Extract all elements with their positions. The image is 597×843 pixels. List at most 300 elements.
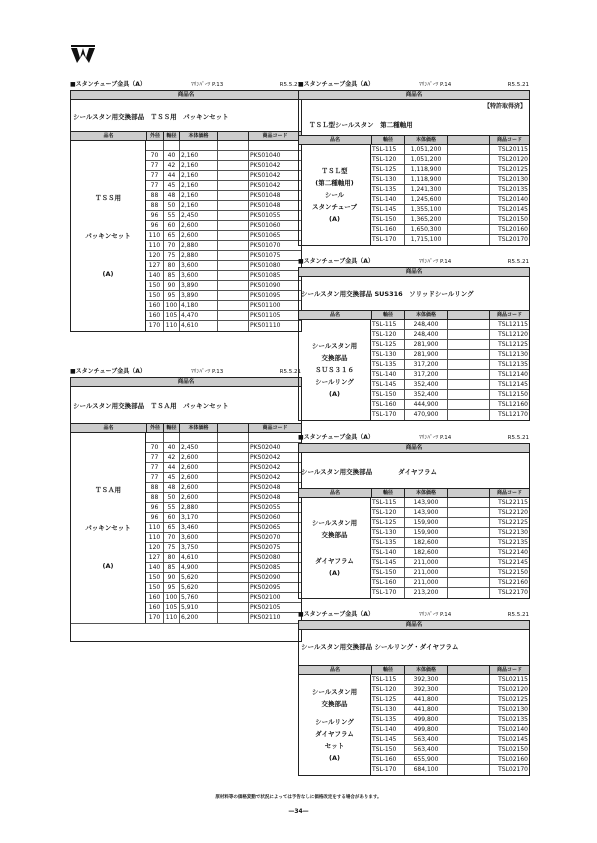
col-price: 本体価格 xyxy=(179,424,217,432)
table-cell: TSL-150 xyxy=(372,391,397,398)
table-cell: 655,900 xyxy=(404,755,447,764)
table-cell xyxy=(447,155,489,164)
col-code: 商品コード xyxy=(489,311,529,319)
col-name: 品名 xyxy=(329,490,340,496)
set-header xyxy=(298,610,530,620)
table-cell xyxy=(217,211,248,220)
col-shaft: 軸径 xyxy=(163,132,179,140)
table-cell: PKS01055 xyxy=(248,211,301,220)
set-body xyxy=(299,675,529,775)
table-cell xyxy=(248,141,301,150)
table-cell: TSL22125 xyxy=(489,518,529,527)
tsl-table xyxy=(298,90,530,246)
col-blank xyxy=(447,136,489,144)
table-cell: PKS01048 xyxy=(248,201,301,210)
table-cell: TSL-170 xyxy=(372,589,397,596)
table-cell xyxy=(146,141,163,150)
table-cell: TSL-115 xyxy=(372,499,397,506)
tsa-title xyxy=(71,387,301,424)
tsl-name-cell xyxy=(299,145,371,245)
dia-header-title: ■スタンチューブ金具（A） xyxy=(298,434,374,441)
tsa-header xyxy=(70,367,302,377)
table-cell: 2,160 xyxy=(179,191,217,200)
table-row xyxy=(146,473,301,483)
table-cell: PKS02105 xyxy=(248,603,301,612)
table-row xyxy=(146,221,301,231)
table-cell: 88 xyxy=(150,192,159,199)
sus-section xyxy=(298,257,530,421)
table-cell: 110 xyxy=(148,534,161,541)
table-row xyxy=(371,715,529,725)
table-row xyxy=(371,380,529,390)
table-cell: TSL-140 xyxy=(372,549,397,556)
table-cell xyxy=(217,141,248,150)
table-cell xyxy=(447,765,489,775)
table-cell: 150 xyxy=(148,584,161,591)
table-cell: TSL20160 xyxy=(489,225,529,234)
table-cell: 77 xyxy=(150,182,159,189)
table-row xyxy=(146,573,301,583)
table-row xyxy=(146,271,301,281)
table-cell: 2,160 xyxy=(179,151,217,160)
table-cell: 140 xyxy=(148,272,161,279)
table-row xyxy=(146,493,301,503)
dia-name-line: 交換部品 xyxy=(321,531,348,539)
table-cell: 2,600 xyxy=(179,483,217,492)
table-cell: TSL22135 xyxy=(489,538,529,547)
table-row xyxy=(371,175,529,185)
table-cell: 2,600 xyxy=(179,473,217,482)
table-cell: TSL-150 xyxy=(372,746,397,753)
table-row xyxy=(146,433,301,443)
company-logo xyxy=(70,44,96,64)
sus-header-page: ﾏﾘﾝﾊﾟｰﾂ P.14 xyxy=(419,259,452,265)
table-row xyxy=(371,745,529,755)
table-row xyxy=(371,195,529,205)
col-blank xyxy=(217,424,248,432)
table-cell: TSL-130 xyxy=(372,176,397,183)
table-cell: 3,600 xyxy=(179,261,217,270)
table-cell xyxy=(217,301,248,310)
table-cell: 1,241,300 xyxy=(404,185,447,194)
sus-header xyxy=(298,257,530,267)
tsl-header-title: ■スタンチューブ金具（A） xyxy=(298,81,374,88)
table-cell: 88 xyxy=(150,494,159,501)
table-cell: TSL20140 xyxy=(489,195,529,204)
table-cell xyxy=(447,350,489,359)
table-cell: 65 xyxy=(163,231,179,240)
table-row xyxy=(146,463,301,473)
table-row xyxy=(146,593,301,603)
table-cell: 2,600 xyxy=(179,453,217,462)
table-row xyxy=(146,211,301,221)
table-cell: TSL-150 xyxy=(372,216,397,223)
table-cell xyxy=(217,271,248,280)
table-cell: 1,365,200 xyxy=(404,215,447,224)
table-cell xyxy=(217,553,248,562)
table-row xyxy=(146,503,301,513)
table-cell: 182,600 xyxy=(404,538,447,547)
table-cell: 2,450 xyxy=(179,443,217,452)
col-price: 本体価格 xyxy=(404,489,447,497)
tsl-rows xyxy=(371,145,529,245)
table-cell xyxy=(447,675,489,684)
table-cell: 5,620 xyxy=(179,583,217,592)
table-cell xyxy=(217,311,248,320)
table-cell: TSL02130 xyxy=(489,705,529,714)
sus-header-title: ■スタンチューブ金具（A） xyxy=(298,258,374,265)
table-cell: TSL-125 xyxy=(372,166,397,173)
table-row xyxy=(146,443,301,453)
table-cell: 1,051,200 xyxy=(404,155,447,164)
table-row xyxy=(371,145,529,155)
table-cell: TSL-115 xyxy=(372,146,397,153)
table-cell xyxy=(217,171,248,180)
col-code: 商品コード xyxy=(248,132,301,140)
table-cell: PKS01095 xyxy=(248,291,301,300)
tsl-title-text: ＴＳＬ型シールスタン 第二種軸用 xyxy=(309,121,413,129)
table-cell: 159,900 xyxy=(404,528,447,537)
col-blank xyxy=(217,132,248,140)
table-cell: 211,000 xyxy=(404,568,447,577)
table-cell xyxy=(447,578,489,587)
tss-body xyxy=(71,141,301,331)
set-rows xyxy=(371,675,529,775)
table-cell: 88 xyxy=(150,202,159,209)
table-cell: 1,051,200 xyxy=(404,145,447,154)
table-cell: PKS02100 xyxy=(248,593,301,602)
table-row xyxy=(371,340,529,350)
table-cell: 352,400 xyxy=(404,380,447,389)
tsl-header xyxy=(298,80,530,90)
table-cell: 2,880 xyxy=(179,503,217,512)
dia-section xyxy=(298,433,530,599)
table-cell: TSL-170 xyxy=(372,766,397,773)
table-cell: 60 xyxy=(163,513,179,522)
table-cell xyxy=(217,453,248,462)
table-row xyxy=(146,321,301,331)
table-cell: 110 xyxy=(148,242,161,249)
table-cell: 1,715,100 xyxy=(404,235,447,245)
tsa-name-cell xyxy=(71,433,146,623)
table-row xyxy=(146,483,301,493)
tsa-title-text: シールスタン用交換部品 ＴＳＡ用 パッキンセット xyxy=(73,402,229,410)
table-row xyxy=(146,533,301,543)
table-row xyxy=(371,390,529,400)
table-cell: 90 xyxy=(163,281,179,290)
col-blank xyxy=(447,666,489,674)
table-cell: 1,245,600 xyxy=(404,195,447,204)
table-cell: 248,400 xyxy=(404,330,447,339)
table-row xyxy=(371,588,529,598)
table-cell: 105 xyxy=(163,603,179,612)
table-cell: 3,750 xyxy=(179,543,217,552)
table-cell: TSL02135 xyxy=(489,715,529,724)
sus-col-headers xyxy=(299,311,529,320)
sus-title xyxy=(299,277,529,311)
table-cell: 96 xyxy=(150,212,159,219)
table-cell xyxy=(217,281,248,290)
table-cell xyxy=(447,145,489,154)
set-bar: 商品名 xyxy=(299,621,529,630)
table-cell: 110 xyxy=(148,524,161,531)
table-cell: PKS01075 xyxy=(248,251,301,260)
table-cell: 2,160 xyxy=(179,171,217,180)
col-shaft: 軸径 xyxy=(371,311,404,319)
table-cell: 55 xyxy=(163,503,179,512)
table-cell: 392,300 xyxy=(404,675,447,684)
sus-body xyxy=(299,320,529,420)
table-row xyxy=(371,205,529,215)
tsa-empty-footer xyxy=(71,623,301,641)
tsa-section xyxy=(70,367,302,642)
tss-header xyxy=(70,80,302,90)
tss-title xyxy=(71,100,301,132)
table-cell: 499,800 xyxy=(404,715,447,724)
table-cell xyxy=(447,360,489,369)
table-cell: 88 xyxy=(150,484,159,491)
table-cell xyxy=(217,523,248,532)
table-row xyxy=(146,583,301,593)
page-number: —34— xyxy=(288,808,309,815)
table-cell: TSL20145 xyxy=(489,205,529,214)
table-cell: 70 xyxy=(150,152,159,159)
table-row xyxy=(371,755,529,765)
table-cell xyxy=(447,745,489,754)
table-cell: PKS02075 xyxy=(248,543,301,552)
table-cell: TSL-145 xyxy=(372,559,397,566)
table-cell: 48 xyxy=(163,191,179,200)
set-section xyxy=(298,610,530,776)
table-cell xyxy=(217,161,248,170)
table-cell: PKS01060 xyxy=(248,221,301,230)
table-cell xyxy=(447,548,489,557)
table-cell: 2,880 xyxy=(179,251,217,260)
table-cell: PKS02040 xyxy=(248,443,301,452)
dia-col-headers xyxy=(299,489,529,498)
table-cell xyxy=(217,593,248,602)
table-cell xyxy=(217,321,248,331)
table-row xyxy=(146,613,301,623)
table-row xyxy=(371,725,529,735)
tsl-header-date: R5.5.21 xyxy=(507,82,529,88)
table-row xyxy=(371,155,529,165)
table-cell: 80 xyxy=(163,261,179,270)
table-row xyxy=(371,705,529,715)
table-cell: 563,400 xyxy=(404,745,447,754)
table-cell: 85 xyxy=(163,271,179,280)
table-cell: 44 xyxy=(163,463,179,472)
table-cell: 110 xyxy=(163,613,179,623)
table-cell: TSL-120 xyxy=(372,686,397,693)
table-cell: TSL-120 xyxy=(372,156,397,163)
table-cell: 4,180 xyxy=(179,301,217,310)
table-row xyxy=(371,360,529,370)
table-cell: 120 xyxy=(148,252,161,259)
table-cell: 317,200 xyxy=(404,370,447,379)
table-cell: 40 xyxy=(163,151,179,160)
table-row xyxy=(146,171,301,181)
table-cell: PKS01065 xyxy=(248,231,301,240)
tsl-name-line: シール xyxy=(324,191,345,199)
table-cell: 50 xyxy=(163,493,179,502)
table-cell xyxy=(447,558,489,567)
table-cell: PKS02042 xyxy=(248,473,301,482)
table-cell xyxy=(146,433,163,442)
table-cell: 65 xyxy=(163,523,179,532)
table-cell: TSL02145 xyxy=(489,735,529,744)
table-cell: 100 xyxy=(163,593,179,602)
table-cell: 45 xyxy=(163,181,179,190)
table-cell: 77 xyxy=(150,464,159,471)
table-cell: TSL12160 xyxy=(489,400,529,409)
dia-bar: 商品名 xyxy=(299,444,529,453)
table-cell xyxy=(163,141,179,150)
table-row xyxy=(146,453,301,463)
table-cell: TSL-135 xyxy=(372,186,397,193)
table-cell: 3,890 xyxy=(179,291,217,300)
table-cell xyxy=(217,563,248,572)
table-cell xyxy=(217,473,248,482)
tss-name-line: (A) xyxy=(102,270,114,278)
tss-header-page: ﾏﾘﾝﾊﾟｰﾂ P.13 xyxy=(191,82,224,88)
table-cell xyxy=(447,330,489,339)
table-cell: TSL20120 xyxy=(489,155,529,164)
table-cell: TSL22150 xyxy=(489,568,529,577)
table-cell: PKS02090 xyxy=(248,573,301,582)
table-cell: TSL22145 xyxy=(489,558,529,567)
table-row xyxy=(371,320,529,330)
table-cell: TSL-135 xyxy=(372,716,397,723)
dia-name-line: ダイヤフラム xyxy=(315,557,354,565)
table-cell: 50 xyxy=(163,201,179,210)
table-cell: 96 xyxy=(150,514,159,521)
set-name-line: シールリング xyxy=(315,718,354,726)
col-name: 品名 xyxy=(329,312,340,318)
table-cell: TSL-140 xyxy=(372,726,397,733)
col-shaft: 軸径 xyxy=(371,666,404,674)
col-shaft: 軸径 xyxy=(163,424,179,432)
table-cell: 5,910 xyxy=(179,603,217,612)
table-cell: TSL02120 xyxy=(489,685,529,694)
table-cell xyxy=(447,715,489,724)
table-cell: PKS02048 xyxy=(248,493,301,502)
table-cell: 140 xyxy=(148,564,161,571)
tsa-table xyxy=(70,377,302,642)
table-cell: 96 xyxy=(150,504,159,511)
dia-header-page: ﾏﾘﾝﾊﾟｰﾂ P.14 xyxy=(419,435,452,441)
table-cell xyxy=(447,235,489,245)
tsl-name-line: スタンチューブ xyxy=(312,203,357,211)
sus-table xyxy=(298,267,530,421)
table-row xyxy=(146,311,301,321)
table-cell: TSL02115 xyxy=(489,675,529,684)
table-cell: 143,900 xyxy=(404,508,447,517)
col-price: 本体価格 xyxy=(404,136,447,144)
table-row xyxy=(146,241,301,251)
table-cell: TSL22140 xyxy=(489,548,529,557)
table-cell: 48 xyxy=(163,483,179,492)
table-cell: TSL20125 xyxy=(489,165,529,174)
table-cell xyxy=(447,518,489,527)
dia-name-line: (A) xyxy=(329,569,340,577)
tss-section xyxy=(70,80,302,332)
table-cell: TSL-160 xyxy=(372,401,397,408)
patent-badge: 【特許取得済】 xyxy=(483,103,526,110)
table-cell: 684,100 xyxy=(404,765,447,775)
table-cell: 70 xyxy=(163,241,179,250)
table-row xyxy=(146,513,301,523)
dia-header-date: R5.5.21 xyxy=(507,435,529,441)
table-cell: 1,118,900 xyxy=(404,175,447,184)
tsa-name-line: ＴＳＡ用 xyxy=(95,486,121,494)
table-cell: TSL22170 xyxy=(489,588,529,598)
tsa-col-headers xyxy=(71,424,301,433)
table-row xyxy=(146,301,301,311)
table-row xyxy=(371,695,529,705)
table-cell: 150 xyxy=(148,282,161,289)
table-cell xyxy=(447,695,489,704)
sus-name-line: シールリング xyxy=(315,378,354,386)
tsl-title xyxy=(299,100,529,136)
tsl-header-page: ﾏﾘﾝﾊﾟｰﾂ P.14 xyxy=(419,82,452,88)
table-cell xyxy=(217,533,248,542)
table-cell: 563,400 xyxy=(404,735,447,744)
table-row xyxy=(146,261,301,271)
table-cell: PKS01042 xyxy=(248,171,301,180)
table-row xyxy=(371,215,529,225)
table-row xyxy=(371,185,529,195)
table-cell: TSL20135 xyxy=(489,185,529,194)
table-cell xyxy=(217,221,248,230)
table-cell xyxy=(447,755,489,764)
table-cell: 2,160 xyxy=(179,161,217,170)
table-cell: TSL-115 xyxy=(372,321,397,328)
table-cell: TSL-120 xyxy=(372,509,397,516)
table-cell: 75 xyxy=(163,251,179,260)
table-cell: TSL-130 xyxy=(372,706,397,713)
col-outer: 外径 xyxy=(146,132,163,140)
table-cell xyxy=(217,191,248,200)
set-name-line: セット xyxy=(324,742,345,750)
tsa-bar: 商品名 xyxy=(71,378,301,387)
tsl-bar: 商品名 xyxy=(299,91,529,100)
table-cell: PKS01080 xyxy=(248,261,301,270)
tsa-rows xyxy=(146,433,301,623)
table-cell: TSL02125 xyxy=(489,695,529,704)
table-cell: 160 xyxy=(148,594,161,601)
table-cell: 75 xyxy=(163,543,179,552)
tsa-name-line: パッキンセット xyxy=(85,524,131,532)
table-cell: TSL-145 xyxy=(372,381,397,388)
table-cell: TSL02140 xyxy=(489,725,529,734)
table-cell: 105 xyxy=(163,311,179,320)
table-row xyxy=(146,523,301,533)
table-cell: 6,200 xyxy=(179,613,217,623)
table-cell: 1,118,900 xyxy=(404,165,447,174)
table-cell: TSL-115 xyxy=(372,676,397,683)
table-cell: 100 xyxy=(163,301,179,310)
col-shaft: 軸径 xyxy=(371,136,404,144)
table-cell xyxy=(217,613,248,623)
table-cell: 55 xyxy=(163,211,179,220)
tss-col-headers xyxy=(71,132,301,141)
tsa-name-line: (A) xyxy=(102,562,114,570)
table-cell: 77 xyxy=(150,474,159,481)
table-cell: TSL12120 xyxy=(489,330,529,339)
tss-name-line: ＴＳＳ用 xyxy=(95,194,121,202)
table-row xyxy=(371,235,529,245)
